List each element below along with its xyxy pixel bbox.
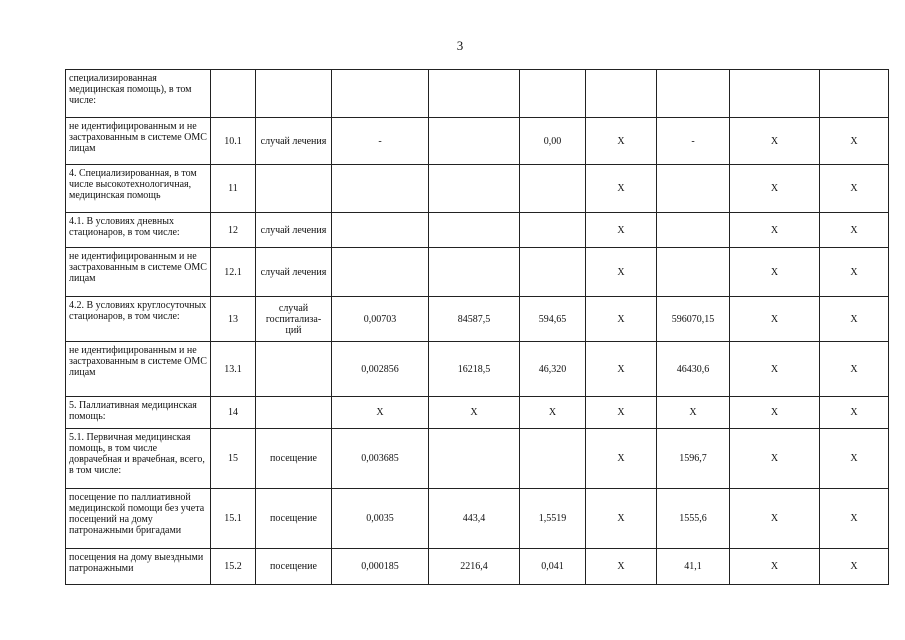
cell-c5: [429, 213, 520, 248]
cell-code: 15: [211, 429, 256, 489]
cell-name: 5. Паллиативная медицинская помощь:: [66, 397, 211, 429]
cell-c4: 0,0035: [332, 489, 429, 549]
cell-code: 12.1: [211, 248, 256, 297]
cell-c7: [586, 70, 657, 118]
cell-c4: 0,000185: [332, 549, 429, 585]
cell-c10: X: [820, 397, 889, 429]
cell-unit: случай госпитализа-ций: [256, 297, 332, 342]
cell-c8: [657, 70, 730, 118]
cell-name: не идентифицированным и не застрахованным в системе ОМС лицам: [66, 248, 211, 297]
cell-c5: 84587,5: [429, 297, 520, 342]
cell-name: 4.1. В условиях дневных стационаров, в том числе:: [66, 213, 211, 248]
cell-c4: 0,002856: [332, 342, 429, 397]
cell-c7: X: [586, 549, 657, 585]
cell-c8: 596070,15: [657, 297, 730, 342]
cell-c9: X: [730, 489, 820, 549]
cell-c10: X: [820, 489, 889, 549]
cell-unit: [256, 397, 332, 429]
cell-c5: [429, 248, 520, 297]
cell-unit: посещение: [256, 429, 332, 489]
cell-c5: X: [429, 397, 520, 429]
cell-name: специализированная медицинская помощь), в том числе:: [66, 70, 211, 118]
cell-unit: [256, 70, 332, 118]
cell-c9: X: [730, 297, 820, 342]
cell-c7: X: [586, 213, 657, 248]
table-body: [66, 70, 889, 585]
cell-c7: X: [586, 248, 657, 297]
cell-c4: X: [332, 397, 429, 429]
cell-unit: посещение: [256, 489, 332, 549]
cell-c8: -: [657, 118, 730, 165]
cell-c5: [429, 165, 520, 213]
cell-c8: 46430,6: [657, 342, 730, 397]
cell-code: 14: [211, 397, 256, 429]
cell-c9: X: [730, 248, 820, 297]
cell-unit: случай лечения: [256, 248, 332, 297]
cell-code: 13: [211, 297, 256, 342]
cell-c4: [332, 70, 429, 118]
cell-c10: [820, 70, 889, 118]
cell-c5: 16218,5: [429, 342, 520, 397]
cell-c10: X: [820, 165, 889, 213]
table-row: [66, 70, 889, 118]
cell-c6: 594,65: [520, 297, 586, 342]
cell-unit: случай лечения: [256, 118, 332, 165]
cell-c10: X: [820, 549, 889, 585]
cell-c6: 46,320: [520, 342, 586, 397]
table-row: [66, 429, 889, 489]
cell-c6: [520, 213, 586, 248]
cell-name: не идентифицированным и не застрахованным в системе ОМС лицам: [66, 342, 211, 397]
cell-c8: 1555,6: [657, 489, 730, 549]
cell-c5: [429, 118, 520, 165]
table-row: [66, 118, 889, 165]
cell-c9: X: [730, 397, 820, 429]
cell-code: 15.2: [211, 549, 256, 585]
cell-unit: случай лечения: [256, 213, 332, 248]
table-row: [66, 297, 889, 342]
cell-c8: X: [657, 397, 730, 429]
cell-c5: 2216,4: [429, 549, 520, 585]
cell-code: 15.1: [211, 489, 256, 549]
cell-c9: [730, 70, 820, 118]
cell-name: посещения на дому выездными патронажными: [66, 549, 211, 585]
cell-c9: X: [730, 429, 820, 489]
cell-c7: X: [586, 429, 657, 489]
cell-c6: 0,00: [520, 118, 586, 165]
cell-c7: X: [586, 297, 657, 342]
cell-c7: X: [586, 165, 657, 213]
cell-c10: X: [820, 213, 889, 248]
cell-c9: X: [730, 213, 820, 248]
cell-c6: [520, 165, 586, 213]
cell-name: 4.2. В условиях круглосуточных стационаров, в том числе:: [66, 297, 211, 342]
cell-c5: [429, 70, 520, 118]
table-row: [66, 213, 889, 248]
table-row: [66, 397, 889, 429]
cell-c8: 41,1: [657, 549, 730, 585]
cell-c10: X: [820, 342, 889, 397]
cell-c6: 1,5519: [520, 489, 586, 549]
cell-c5: [429, 429, 520, 489]
cell-code: 10.1: [211, 118, 256, 165]
cell-c5: 443,4: [429, 489, 520, 549]
cell-code: 13.1: [211, 342, 256, 397]
cell-c7: X: [586, 342, 657, 397]
cell-c7: X: [586, 489, 657, 549]
cell-c10: X: [820, 429, 889, 489]
table-row: [66, 489, 889, 549]
cell-c10: X: [820, 118, 889, 165]
cell-c7: X: [586, 397, 657, 429]
cell-c4: [332, 213, 429, 248]
cell-unit: [256, 165, 332, 213]
cell-code: [211, 70, 256, 118]
cell-c4: -: [332, 118, 429, 165]
cell-c4: [332, 248, 429, 297]
cell-c9: X: [730, 549, 820, 585]
cell-name: посещение по паллиативной медицинской помощи без учета посещений на дому патронажными бригадами: [66, 489, 211, 549]
table-row: [66, 248, 889, 297]
cell-c8: 1596,7: [657, 429, 730, 489]
cell-c6: X: [520, 397, 586, 429]
cell-c9: X: [730, 118, 820, 165]
cell-c4: [332, 165, 429, 213]
cell-name: не идентифицированным и не застрахованным в системе ОМС лицам: [66, 118, 211, 165]
cell-c8: [657, 165, 730, 213]
cell-c8: [657, 213, 730, 248]
table-row: [66, 549, 889, 585]
cell-name: 4. Специализированная, в том числе высокотехнологичная, медицинская помощь: [66, 165, 211, 213]
cell-c8: [657, 248, 730, 297]
table-row: [66, 165, 889, 213]
cell-c4: 0,00703: [332, 297, 429, 342]
cell-c10: X: [820, 248, 889, 297]
page-number: 3: [456, 38, 464, 53]
cell-code: 12: [211, 213, 256, 248]
cell-c9: X: [730, 342, 820, 397]
table-row: [66, 342, 889, 397]
cell-c4: 0,003685: [332, 429, 429, 489]
cell-c10: X: [820, 297, 889, 342]
cell-name: 5.1. Первичная медицинская помощь, в том числе доврачебная и врачебная, всего, в том числе:: [66, 429, 211, 489]
cell-c6: [520, 70, 586, 118]
cell-code: 11: [211, 165, 256, 213]
cell-c6: [520, 429, 586, 489]
cell-unit: посещение: [256, 549, 332, 585]
cell-c7: X: [586, 118, 657, 165]
cell-c9: X: [730, 165, 820, 213]
cell-c6: [520, 248, 586, 297]
cell-unit: [256, 342, 332, 397]
cell-c6: 0,041: [520, 549, 586, 585]
data-table: [65, 69, 889, 585]
